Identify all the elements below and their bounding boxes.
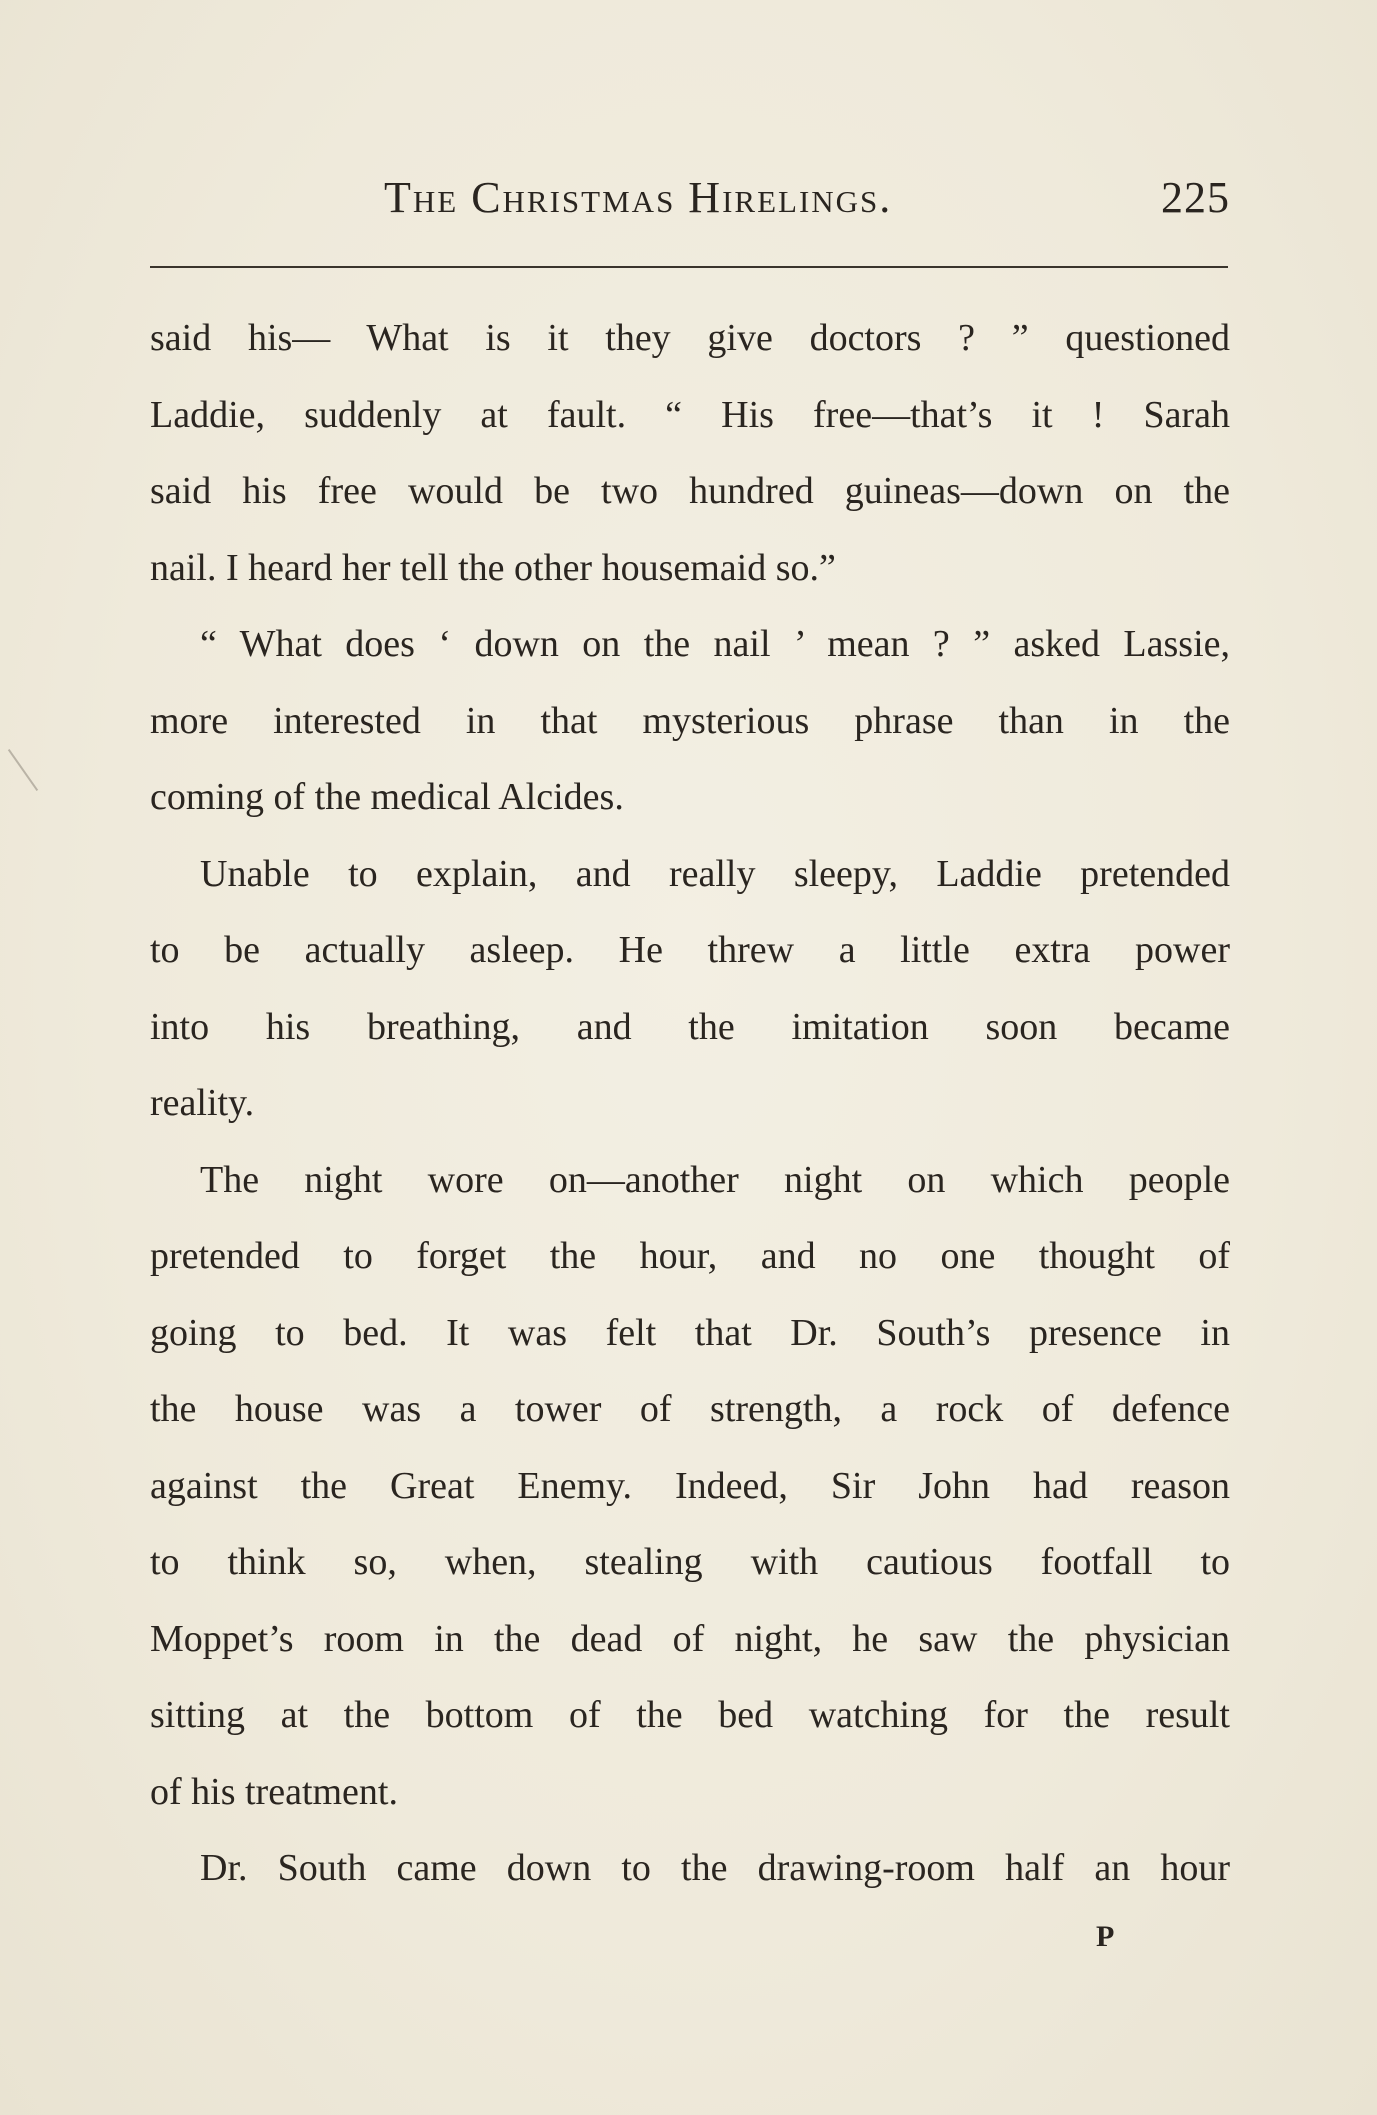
text-line: going to bed. It was felt that Dr. South’s presence in xyxy=(150,1311,1230,1354)
text-line: The night wore on—another night on which people xyxy=(200,1158,1230,1201)
text-line: Unable to explain, and really sleepy, Laddie pretended xyxy=(200,852,1230,895)
text-line: Dr. South came down to the drawing-room half an hour xyxy=(200,1847,1230,1889)
text-line: the house was a tower of strength, a rock of defence xyxy=(150,1388,1230,1430)
text-line: against the Great Enemy. Indeed, Sir John had reason xyxy=(150,1464,1230,1507)
text-line: reality. xyxy=(150,1082,255,1124)
text-line: said his— What is it they give doctors ? ” questioned xyxy=(150,317,1230,359)
running-title: The Christmas Hirelings. xyxy=(384,173,893,222)
text-line: to think so, when, stealing with cautious footfall to xyxy=(150,1541,1230,1583)
text-line: nail. I heard her tell the other housemaid so.” xyxy=(150,546,836,589)
text-line: said his free would be two hundred guineas—down on the xyxy=(150,470,1230,512)
header-rule xyxy=(150,266,1228,268)
text-line: more interested in that mysterious phrase than in the xyxy=(150,699,1230,742)
running-header xyxy=(150,172,1230,232)
page-number: 225 xyxy=(1161,173,1230,222)
page-blemish xyxy=(8,749,38,791)
text-line: Moppet’s room in the dead of night, he saw the physician xyxy=(150,1617,1230,1660)
signature-mark: P xyxy=(1096,1920,1115,1953)
text-line: to be actually asleep. He threw a little extra power xyxy=(150,929,1230,971)
text-line: of his treatment. xyxy=(150,1770,398,1813)
text-line: “ What does ‘ down on the nail ’ mean ? ” asked Lassie, xyxy=(200,623,1230,665)
text-line: Laddie, suddenly at fault. “ His free—that’s it ! Sarah xyxy=(150,393,1230,436)
text-line: coming of the medical Alcides. xyxy=(150,776,624,818)
body-text xyxy=(150,300,1230,1907)
text-line: sitting at the bottom of the bed watching for the result xyxy=(150,1694,1230,1736)
text-line: pretended to forget the hour, and no one thought of xyxy=(150,1235,1230,1277)
text-line: into his breathing, and the imitation soon became xyxy=(150,1005,1230,1048)
